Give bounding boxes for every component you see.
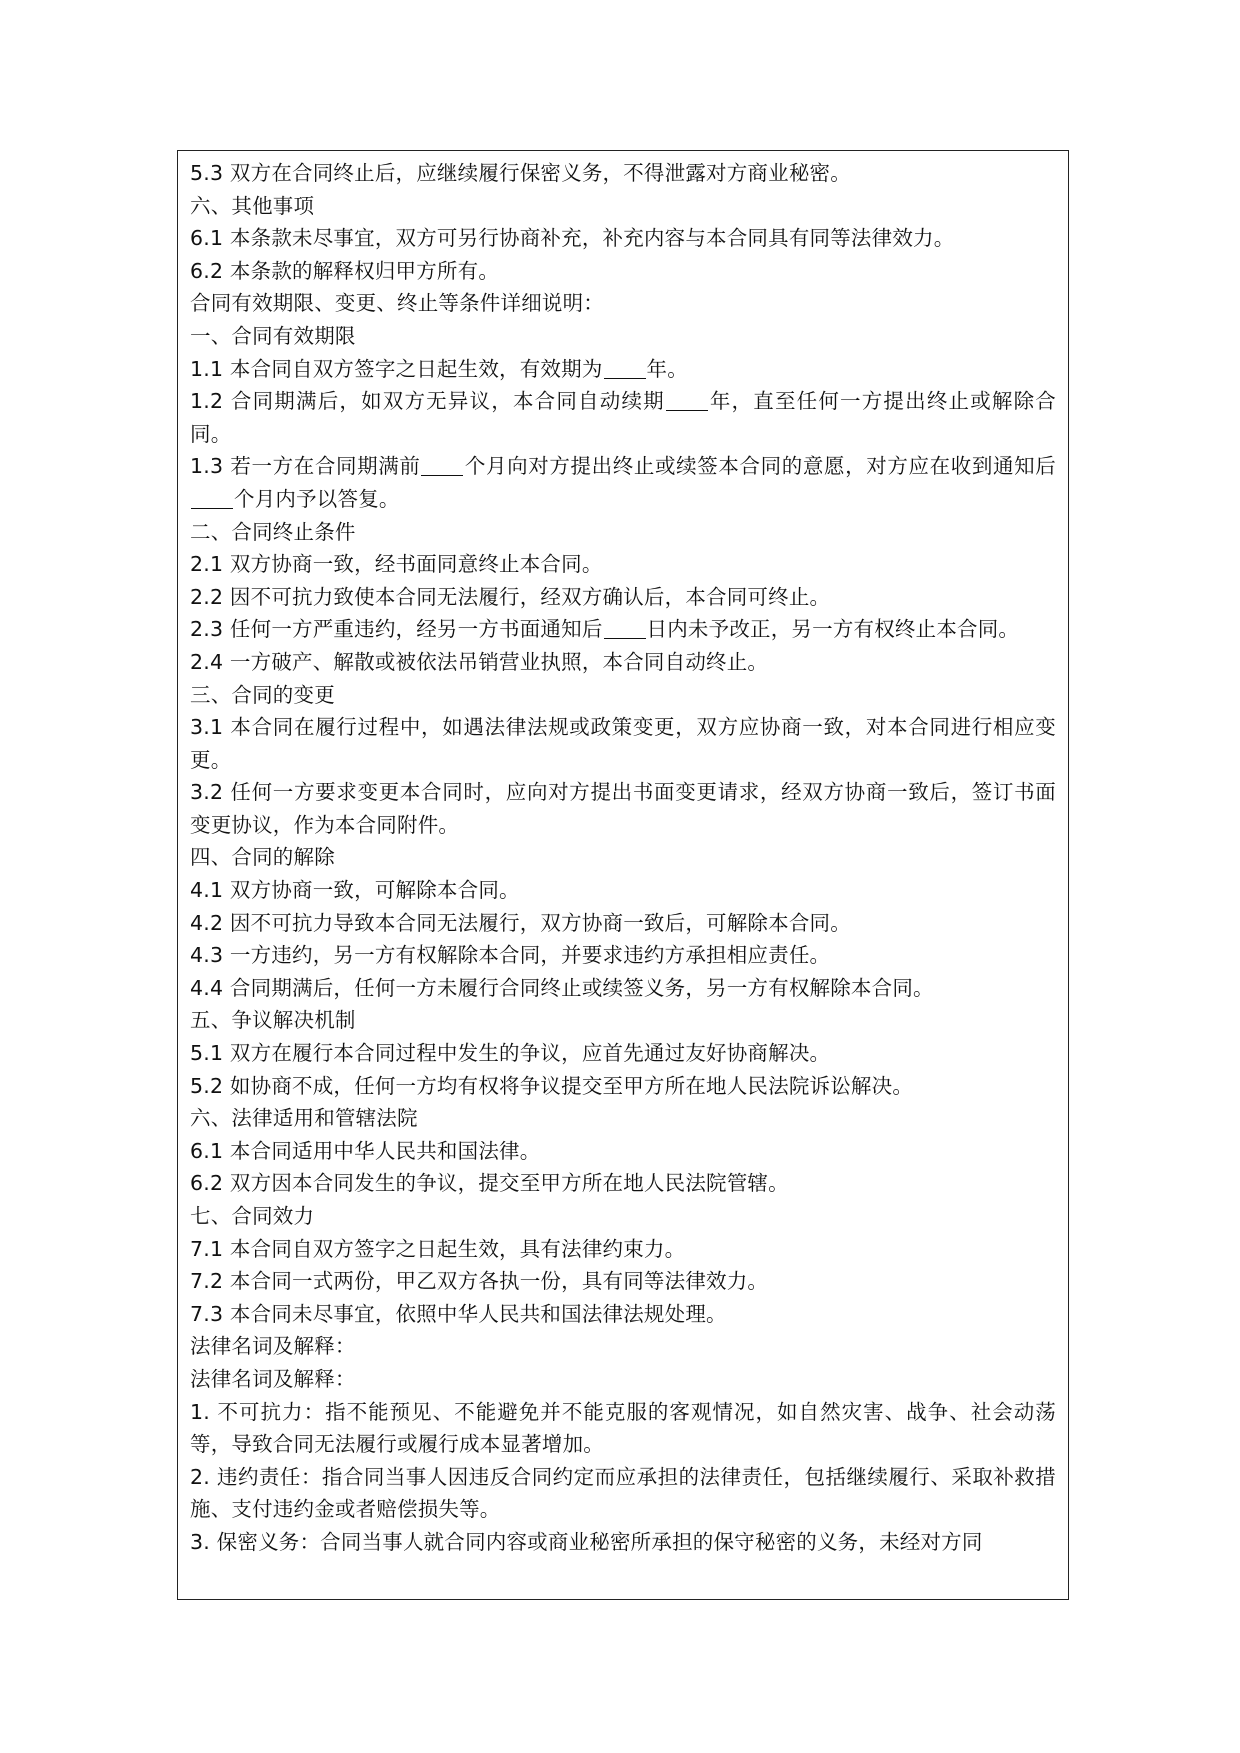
text-segment: 个月向对方提出终止或续签本合同的意愿，对方应在收到通知后 bbox=[464, 454, 1056, 479]
text-line: 2.2 因不可抗力致使本合同无法履行，经双方确认后，本合同可终止。 bbox=[190, 584, 831, 609]
text-segment: 1.3 若一方在合同期满前 bbox=[190, 454, 421, 479]
text-line: 一、合同有效期限 bbox=[190, 323, 356, 348]
text-line: 6.2 双方因本合同发生的争议，提交至甲方所在地人民法院管辖。 bbox=[190, 1171, 789, 1196]
text-line bbox=[190, 450, 1056, 515]
text-segment: 2.3 任何一方严重违约，经另一方书面通知后 bbox=[190, 617, 603, 642]
text-line: 四、合同的解除 bbox=[190, 845, 335, 870]
text-line: 七、合同效力 bbox=[190, 1204, 315, 1228]
text-line: 法律名词及解释： bbox=[190, 1366, 356, 1391]
text-line bbox=[190, 385, 1056, 450]
text-line: 二、合同终止条件 bbox=[190, 519, 356, 544]
text-line: 五、争议解决机制 bbox=[190, 1008, 356, 1033]
text-line: 6.1 本条款未尽事宜，双方可另行协商补充，补充内容与本合同具有同等法律效力。 bbox=[190, 226, 955, 251]
text-line: 4.2 因不可抗力导致本合同无法履行，双方协商一致后，可解除本合同。 bbox=[190, 910, 851, 935]
fill-in-blank bbox=[191, 487, 233, 509]
text-line: 7.3 本合同未尽事宜，依照中华人民共和国法律法规处理。 bbox=[190, 1301, 727, 1326]
text-line: 三、合同的变更 bbox=[190, 682, 335, 707]
text-line: 合同有效期限、变更、终止等条件详细说明： bbox=[190, 291, 604, 316]
text-line: 法律名词及解释： bbox=[190, 1334, 356, 1359]
text-line: 5.2 如协商不成，任何一方均有权将争议提交至甲方所在地人民法院诉讼解决。 bbox=[190, 1073, 914, 1098]
text-line: 6.2 本条款的解释权归甲方所有。 bbox=[190, 258, 500, 283]
text-line: 5.3 双方在合同终止后，应继续履行保密义务，不得泄露对方商业秘密。 bbox=[190, 161, 851, 185]
text-line: 6.1 本合同适用中华人民共和国法律。 bbox=[190, 1138, 541, 1163]
text-line: 3.1 本合同在履行过程中，如遇法律法规或政策变更，双方应协商一致，对本合同进行相应变更。 bbox=[190, 715, 1056, 772]
fill-in-blank bbox=[604, 357, 646, 379]
text-line: 2.1 双方协商一致，经书面同意终止本合同。 bbox=[190, 552, 603, 577]
text-line: 3.2 任何一方要求变更本合同时，应向对方提出书面变更请求，经双方协商一致后，签订书面变更协议，作为本合同附件。 bbox=[190, 780, 1056, 837]
text-segment: 1.2 合同期满后，如双方无异议，本合同自动续期 bbox=[190, 389, 665, 414]
text-line: 六、法律适用和管辖法院 bbox=[190, 1106, 418, 1131]
fill-in-blank bbox=[666, 390, 708, 412]
text-segment: 个月内予以答复。 bbox=[234, 486, 400, 511]
text-line: 4.1 双方协商一致，可解除本合同。 bbox=[190, 878, 520, 903]
text-line bbox=[190, 353, 1056, 386]
text-segment: 年。 bbox=[646, 356, 688, 381]
text-line: 7.2 本合同一式两份，甲乙双方各执一份，具有同等法律效力。 bbox=[190, 1269, 769, 1294]
text-line: 2. 违约责任：指合同当事人因违反合同约定而应承担的法律责任，包括继续履行、采取补救措施、支付违约金或者赔偿损失等。 bbox=[190, 1464, 1056, 1522]
text-segment: 年，直至任何一方提出终止或解除合同。 bbox=[190, 389, 1057, 446]
text-line: 3. 保密义务：合同当事人就合同内容或商业秘密所承担的保守秘密的义务，未经对方同 bbox=[190, 1529, 983, 1554]
text-line: 5.1 双方在履行本合同过程中发生的争议，应首先通过友好协商解决。 bbox=[190, 1041, 831, 1066]
text-line bbox=[190, 613, 1056, 646]
text-line: 2.4 一方破产、解散或被依法吊销营业执照，本合同自动终止。 bbox=[190, 649, 769, 674]
text-line: 4.3 一方违约，另一方有权解除本合同，并要求违约方承担相应责任。 bbox=[190, 943, 831, 968]
contract-text-box bbox=[177, 150, 1069, 1600]
text-line: 4.4 合同期满后，任何一方未履行合同终止或续签义务，另一方有权解除本合同。 bbox=[190, 975, 934, 1000]
text-segment: 1.1 本合同自双方签字之日起生效，有效期为 bbox=[190, 356, 603, 381]
fill-in-blank bbox=[604, 618, 646, 640]
text-line: 1. 不可抗力：指不能预见、不能避免并不能克服的客观情况，如自然灾害、战争、社会动荡等，导致合同无法履行或履行成本显著增加。 bbox=[190, 1399, 1056, 1457]
text-line: 7.1 本合同自双方签字之日起生效，具有法律约束力。 bbox=[190, 1236, 686, 1261]
text-line: 六、其他事项 bbox=[190, 193, 315, 218]
fill-in-blank bbox=[421, 455, 463, 477]
text-segment: 日内未予改正，另一方有权终止本合同。 bbox=[646, 617, 1020, 642]
